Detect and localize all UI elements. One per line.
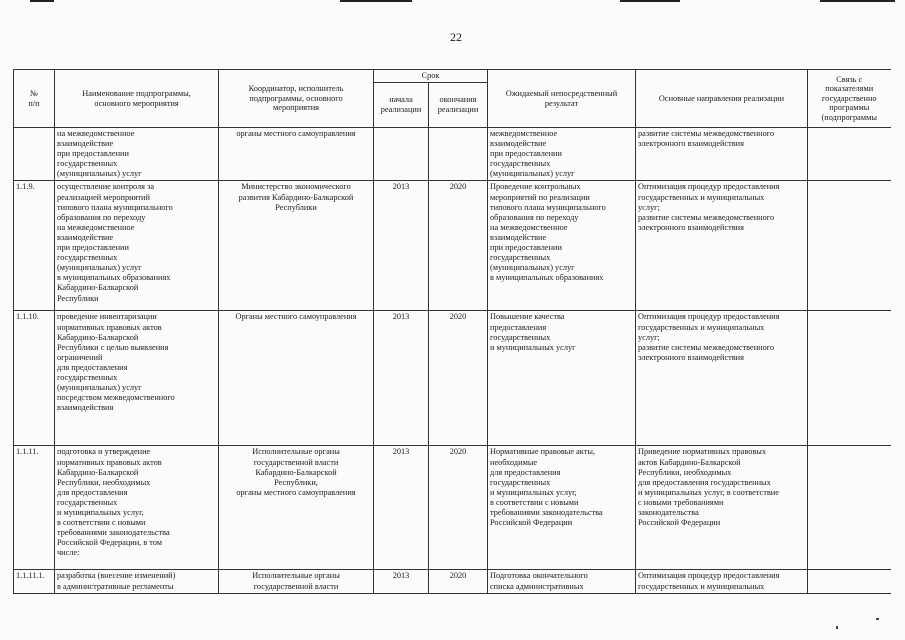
table-row [14,570,891,594]
program-table [13,69,891,594]
cell-directions: Оптимизация процедур предоставления государственных и муниципальных услуг; развитие системы межведомственного электронного взаимодействия [636,311,808,446]
cell-name: на межведомственное взаимодействие при предоставлении государственных (муниципальных) услуг [55,128,219,181]
header-end: окончания реализации [429,83,488,128]
cell-link [808,570,891,594]
cell-result: Проведение контрольных мероприятий по реализации типового плана муниципального образования по переходу на межведомственное взаимодействие при предоставлении государственных (муниципальных) услуг в муниципальных образованиях [488,181,636,311]
header-num: № п/п [14,70,55,128]
cell-start: 2013 [374,311,429,446]
scan-top-line [30,0,54,2]
cell-start: 2013 [374,570,429,594]
cell-directions: развитие системы межведомственного электронного взаимодействия [636,128,808,181]
cell-name: подготовка и утверждение нормативных правовых актов Кабардино-Балкарской Республики, необходимых для предоставления государственных и муниципальных услуг, в соответствии с новыми требованиями законодательства Российской Федерации, в том числе: [55,446,219,570]
cell-link [808,311,891,446]
cell-coordinator: Органы местного самоуправления [219,311,374,446]
cell-coordinator: Министерство экономического развития Кабардино-Балкарской Республики [219,181,374,311]
cell-end: 2020 [429,570,488,594]
cell-num: 1.1.11. [14,446,55,570]
cell-directions: Оптимизация процедур предоставления государственных и муниципальных [636,570,808,594]
header-term: Срок [374,70,488,83]
cell-end: 2020 [429,311,488,446]
header-directions: Основные направления реализации [636,70,808,128]
scan-top-line [820,0,895,2]
cell-name: проведение инвентаризации нормативных правовых актов Кабардино-Балкарской Республики с целью выявления ограничений для предоставления государственных (муниципальных) услуг посредством межведомственного взаимодействия [55,311,219,446]
cell-result: Нормативные правовые акты, необходимые для предоставления государственных и муниципальных услуг, в соответствии с новыми требованиями законодательства Российской Федерации [488,446,636,570]
scan-top-line [340,0,412,2]
page-number: 22 [450,30,462,44]
cell-num: 1.1.9. [14,181,55,311]
cell-directions: Оптимизация процедур предоставления государственных и муниципальных услуг; развитие системы межведомственного электронного взаимодействия [636,181,808,311]
table-row [14,446,891,570]
cell-result: Повышение качества предоставления государственных и муниципальных услуг [488,311,636,446]
scan-speck [876,618,879,620]
cell-directions: Приведение нормативных правовых актов Кабардино-Балкарской Республики, необходимых для предоставления государственных и муниципальных услуг, в соответствие с новыми требованиями законодательства Российской Федерации [636,446,808,570]
cell-coordinator: органы местного самоуправления [219,128,374,181]
scan-speck [836,626,838,629]
cell-end [429,128,488,181]
table-row [14,181,891,311]
header-link: Связь с показателями государственно программы (подпрограммы [808,70,891,128]
cell-link [808,128,891,181]
scan-top-line [620,0,680,2]
cell-link [808,181,891,311]
cell-start: 2013 [374,446,429,570]
cell-link [808,446,891,570]
cell-coordinator: Исполнительные органы государственной власти [219,570,374,594]
cell-result: Подготовка окончательного списка административных [488,570,636,594]
header-coordinator: Координатор, исполнитель подпрограммы, основного мероприятия [219,70,374,128]
cell-start: 2013 [374,181,429,311]
header-result: Ожидаемый непосредственный результат [488,70,636,128]
cell-num: 1.1.11.1. [14,570,55,594]
cell-result: межведомственное взаимодействие при предоставлении государственных (муниципальных) услуг [488,128,636,181]
cell-end: 2020 [429,446,488,570]
cell-num [14,128,55,181]
cell-end: 2020 [429,181,488,311]
header-start: начала реализации [374,83,429,128]
cell-coordinator: Исполнительные органы государственной власти Кабардино-Балкарской Республики, органы местного самоуправления [219,446,374,570]
cell-num: 1.1.10. [14,311,55,446]
cell-name: разработка (внесение изменений) в административные регламенты [55,570,219,594]
cell-name: осуществление контроля за реализацией мероприятий типового плана муниципального образования по переходу на межведомственное взаимодействие при предоставлении государственных (муниципальных) услуг в муниципальных образованиях Кабардино-Балкарской Республики [55,181,219,311]
table-row [14,311,891,446]
cell-start [374,128,429,181]
header-name: Наименование подпрограммы, основного мероприятия [55,70,219,128]
table-row [14,128,891,181]
